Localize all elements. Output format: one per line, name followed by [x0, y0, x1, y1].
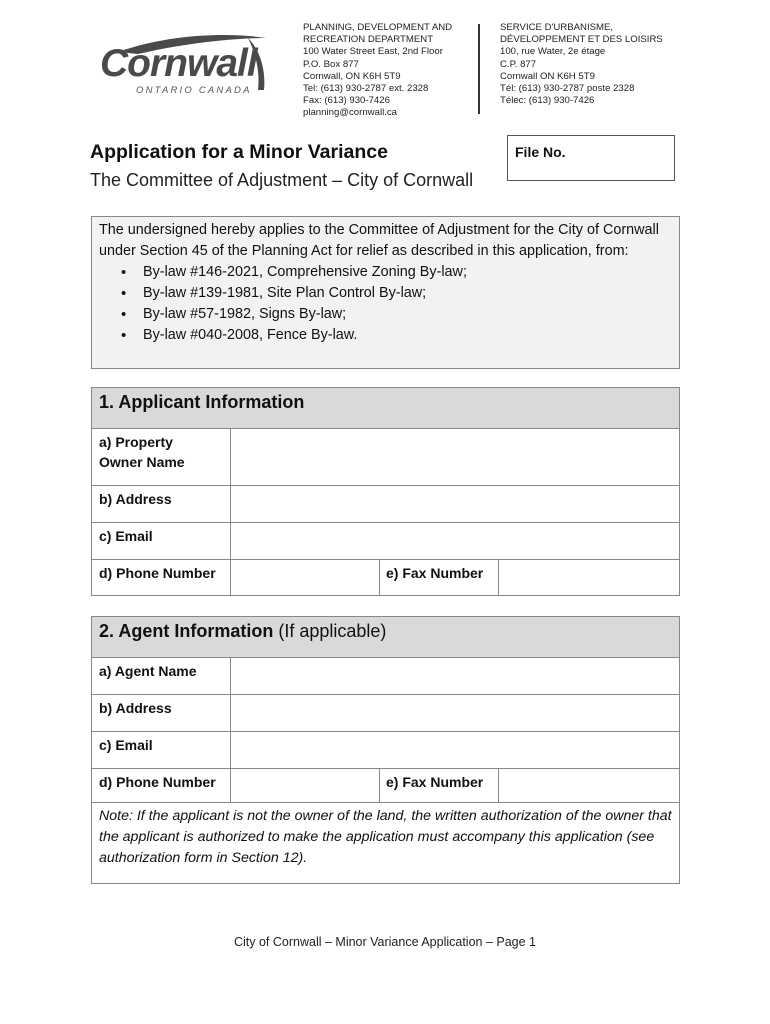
- bylaw-item: • By-law #139-1981, Site Plan Control By-law;: [143, 283, 672, 304]
- agent-email-label: c) Email: [99, 737, 153, 753]
- addr-line: Tél: (613) 930-2787 poste 2328: [500, 83, 635, 95]
- section-heading-suffix: (If applicable): [273, 621, 387, 641]
- addr-line: DÉVELOPPEMENT ET DES LOISIRS: [500, 34, 663, 46]
- address-label: b) Address: [99, 491, 172, 507]
- email-field[interactable]: [231, 523, 679, 559]
- agent-email-row: [92, 732, 679, 769]
- addr-line: P.O. Box 877: [303, 58, 359, 70]
- agent-name-row: [92, 658, 679, 695]
- agent-information-section: [91, 616, 680, 884]
- owner-name-label: [99, 432, 185, 472]
- section-heading: [92, 617, 679, 658]
- addr-line: 100, rue Water, 2e étage: [500, 46, 606, 58]
- agent-address-row: [92, 695, 679, 732]
- phone-label: d) Phone Number: [99, 565, 216, 581]
- addr-line: Cornwall, ON K6H 5T9: [303, 70, 401, 82]
- agent-address-field[interactable]: [231, 695, 679, 731]
- bylaw-item: • By-law #146-2021, Comprehensive Zoning By-law;: [143, 262, 672, 283]
- addr-line: C.P. 877: [500, 58, 537, 70]
- label-line: a) Property: [99, 434, 173, 450]
- email-label: c) Email: [99, 528, 153, 544]
- section-heading-text: 2. Agent Information: [99, 621, 274, 641]
- file-number-box[interactable]: [507, 135, 675, 181]
- agent-name-label: a) Agent Name: [99, 663, 197, 679]
- cell-divider: [379, 769, 380, 802]
- addr-line: RECREATION DEPARTMENT: [303, 34, 434, 46]
- addr-email[interactable]: planning@cornwall.ca: [303, 107, 398, 119]
- cornwall-logo: [98, 30, 273, 102]
- bylaw-list: [99, 262, 672, 346]
- department-address-english: [303, 22, 452, 120]
- addr-line: Cornwall ON K6H 5T9: [500, 70, 595, 82]
- addr-line: Télec: (613) 930-7426: [500, 95, 595, 107]
- agent-name-field[interactable]: [231, 658, 679, 694]
- cell-divider: [379, 560, 380, 595]
- addr-line: SERVICE D'URBANISME,: [500, 22, 614, 33]
- page-subtitle: The Committee of Adjustment – City of Cornwall: [90, 170, 474, 190]
- agent-fax-label: e) Fax Number: [386, 774, 484, 790]
- agent-email-field[interactable]: [231, 732, 679, 768]
- phone-field[interactable]: [231, 560, 379, 595]
- addr-line: Fax: (613) 930-7426: [303, 95, 390, 107]
- bylaw-item: • By-law #040-2008, Fence By-law.: [143, 325, 672, 346]
- logo-wordmark: Cornwall: [100, 42, 257, 85]
- section-heading: [92, 388, 679, 429]
- page-title: Application for a Minor Variance: [90, 141, 388, 163]
- bylaw-item: • By-law #57-1982, Signs By-law;: [143, 304, 672, 325]
- fax-label: e) Fax Number: [386, 565, 484, 581]
- addr-line: PLANNING, DEVELOPMENT AND: [303, 22, 453, 33]
- addr-line: 100 Water Street East, 2nd Floor: [303, 46, 443, 58]
- intro-box: [91, 216, 680, 369]
- fax-field[interactable]: [499, 560, 679, 595]
- agent-fax-field[interactable]: [499, 769, 679, 802]
- agent-address-label: b) Address: [99, 700, 172, 716]
- section-heading-text: 1. Applicant Information: [99, 392, 305, 412]
- address-field[interactable]: [231, 486, 679, 522]
- page-footer: City of Cornwall – Minor Variance Application – Page 1: [233, 935, 536, 949]
- owner-name-field[interactable]: [231, 429, 679, 485]
- logo-tagline: ONTARIO CANADA: [136, 85, 252, 96]
- file-number-label: File No.: [515, 144, 566, 160]
- email-row: [92, 523, 679, 560]
- authorization-note: Note: If the applicant is not the owner of the land, the written authorization of the owner that the applicant is authorized to make the application must accompany this application (see authorization form in Section 12).: [99, 808, 672, 866]
- applicant-information-section: [91, 387, 680, 596]
- owner-name-row: [92, 429, 679, 486]
- addr-line: Tel: (613) 930-2787 ext. 2328: [303, 83, 429, 95]
- agent-phone-label: d) Phone Number: [99, 774, 216, 790]
- intro-text: The undersigned hereby applies to the Committee of Adjustment for the City of Cornwall under Section 45 of the Planning Act for relief as described in this application, from:: [99, 222, 659, 259]
- phone-fax-row: [92, 560, 679, 595]
- department-address-french: [500, 22, 663, 107]
- label-line: Owner Name: [99, 454, 185, 470]
- header-divider: [478, 24, 480, 114]
- address-row: [92, 486, 679, 523]
- agent-phone-field[interactable]: [231, 769, 379, 802]
- agent-phone-fax-row: [92, 769, 679, 803]
